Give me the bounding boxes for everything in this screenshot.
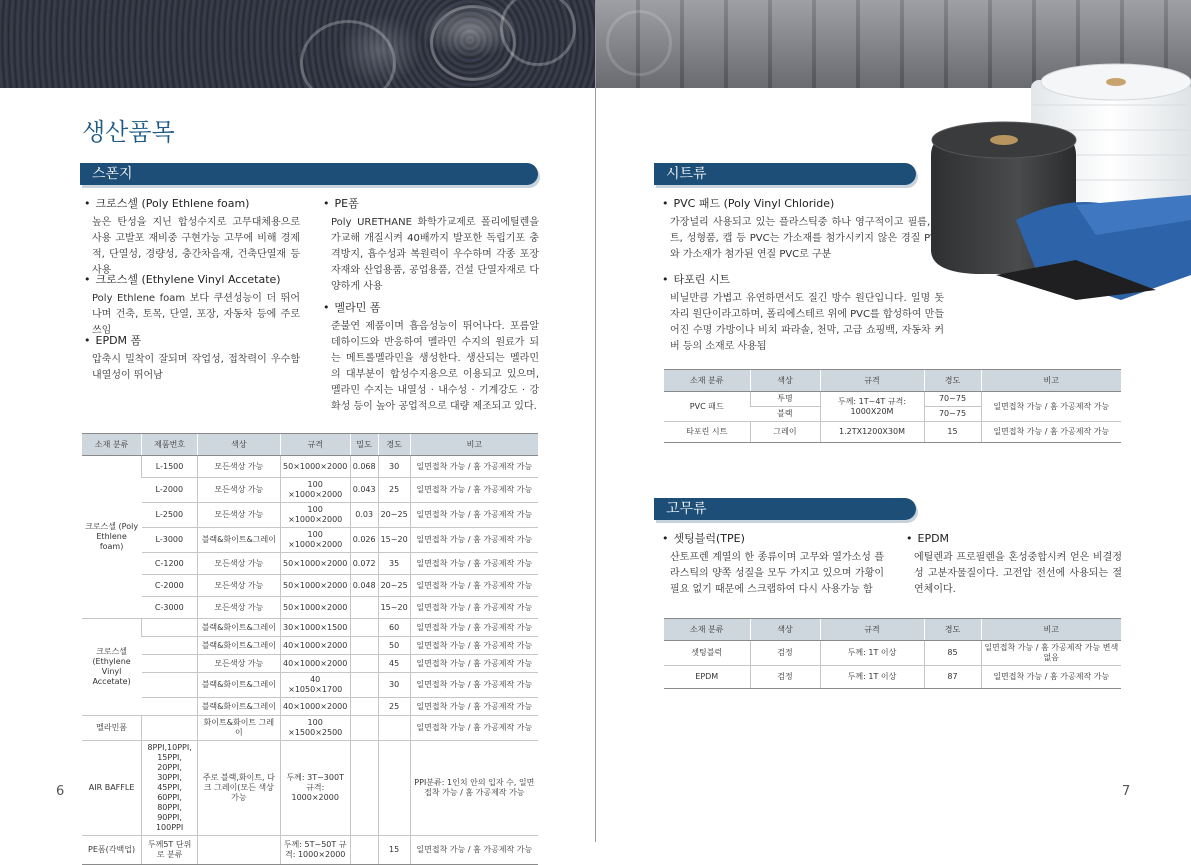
cell-spec: 두께: 5T~50T 규격: 1000×2000 (280, 836, 350, 865)
cell-category: PE폼(각백업) (82, 836, 142, 865)
table-row (82, 673, 538, 698)
item-heading: • 크로스셀 (Poly Ethlene foam) (84, 196, 300, 212)
cell-hardness: 87 (924, 666, 981, 689)
cell-spec: 50×1000×2000 (280, 456, 350, 478)
cell-density (350, 637, 378, 655)
cell-note: 일면접착 가능 / 홈 가공제작 가능 (410, 655, 538, 673)
cell-density: 0.068 (350, 456, 378, 478)
cell-color: 화이트&화이트 그레이 (198, 716, 281, 741)
table-row (82, 478, 538, 503)
cell-hardness (378, 716, 410, 741)
table-header-row (664, 619, 1121, 641)
cell-spec: 두께: 1T~4T 규격: 1000X20M (820, 392, 924, 422)
cell-hardness: 30 (378, 456, 410, 478)
item-pe-polyform (323, 196, 539, 295)
sponge-spec-table (82, 433, 538, 865)
item-body: Poly URETHANE 화학가교제로 폴리에틸렌을 가교해 개질시켜 40배까지 발포한 독립기포 충격방지, 흡수성과 복원력이 우수하며 각종 포장자재와 산업용품, 공업용품, 건설 단열자재로 다양하게 사용 (331, 217, 539, 292)
col-header: 경도 (924, 370, 981, 392)
table-row (82, 575, 538, 597)
cell-note: 일면접착 가능 / 홈 가공제작 가능 (410, 637, 538, 655)
right-page (596, 0, 1191, 842)
cell-hardness: 45 (378, 655, 410, 673)
cell-spec: 두께: 3T~300T 규격: 1000×2000 (280, 741, 350, 836)
table-header-row (664, 370, 1121, 392)
cell-product-no: L-2500 (142, 503, 198, 528)
table-row (82, 503, 538, 528)
cell-note: PPI분류: 1인치 안의 입자 수, 일면접착 가능 / 홈 가공제작 가능 (410, 741, 538, 836)
cell-spec: 50×1000×2000 (280, 597, 350, 619)
cell-spec: 100 ×1000×2000 (280, 528, 350, 553)
cell-hardness: 15 (378, 836, 410, 865)
cell-spec: 50×1000×2000 (280, 553, 350, 575)
cell-density: 0.043 (350, 478, 378, 503)
cell-color: 블랙&화이트&그레이 (198, 673, 281, 698)
cell-color: 모든색상 가능 (198, 575, 281, 597)
page-title: 생산품목 (82, 118, 175, 146)
cell-color: 모든색상 가능 (198, 478, 281, 503)
item-setting-block (662, 531, 884, 598)
cell-spec: 40×1000×2000 (280, 698, 350, 716)
item-heading: • 셋팅블럭(TPE) (662, 531, 884, 547)
cell-density (350, 655, 378, 673)
cell-spec: 두께: 1T 이상 (820, 641, 924, 666)
cell-hardness: 30 (378, 673, 410, 698)
item-body: 비닐만큼 가볍고 유연하면서도 질긴 방수 원단입니다. 일명 돗자리 원단이라고하며, 폴리에스테르 위에 PVC를 합성하여 만들어진 수명 가방이나 비치 파라솔, 천막, 고급 쇼핑백, 자동차 커버 등의 소재로 사용됨 (670, 293, 944, 352)
cell-hardness (378, 741, 410, 836)
cell-spec: 100 ×1500×2500 (280, 716, 350, 741)
cell-category: 타포린 시트 (664, 422, 750, 443)
cell-spec: 40×1000×2000 (280, 655, 350, 673)
col-header: 색상 (750, 619, 820, 641)
cell-note: 일면접착 가능 / 홈 가공제작 가능 (981, 666, 1121, 689)
col-header: 색상 (750, 370, 820, 392)
table-row (82, 655, 538, 673)
cell-product-no: L-3000 (142, 528, 198, 553)
item-body: Poly Ethlene foam 보다 쿠션성능이 더 뛰어나며 건축, 토목, 단열, 포장, 자동차 등에 주로 쓰임 (92, 293, 300, 336)
cell-note: 일면접착 가능 / 홈 가공제작 가능 (410, 836, 538, 865)
table-row (664, 641, 1121, 666)
section-title-sheet: 시트류 (654, 163, 916, 185)
col-header: 비고 (981, 370, 1121, 392)
cell-product-no: 두께5T 단위로 분류 (142, 836, 198, 865)
cell-hardness: 35 (378, 553, 410, 575)
cell-spec: 40×1000×2000 (280, 637, 350, 655)
item-tarpaulin-sheet (662, 272, 944, 355)
item-body: 산토프렌 계열의 한 종류이며 고무와 열가소성 플라스틱의 양쪽 성질을 모두 가지고 있으며 가황이 필요 없기 때문에 스크랩하여 다시 사용가능 함 (670, 552, 884, 595)
cell-color: 모든색상 가능 (198, 553, 281, 575)
cell-hardness: 70~75 (924, 407, 981, 422)
item-heading: • EPDM (906, 531, 1122, 547)
table-header-row (82, 434, 538, 456)
cell-note: 일면접착 가능 / 홈 가공제작 가능 변색 없음 (981, 641, 1121, 666)
cell-color: 블랙&화이트&그레이 (198, 698, 281, 716)
cell-spec: 1.2TX1200X30M (820, 422, 924, 443)
col-header: 제품번호 (142, 434, 198, 456)
page-number-right: 7 (1122, 784, 1131, 799)
cell-category: 크로스셀 (Poly Ethlene foam) (82, 456, 142, 619)
col-header: 규격 (820, 370, 924, 392)
cell-note: 일면접착 가능 / 홈 가공제작 가능 (410, 503, 538, 528)
cell-density: 0.048 (350, 575, 378, 597)
cell-color: 블랙&화이트&그레이 (198, 619, 281, 637)
sheet-spec-table (664, 369, 1121, 443)
col-header: 비고 (410, 434, 538, 456)
cell-hardness: 70~75 (924, 392, 981, 407)
item-melamine-foam (323, 300, 539, 415)
cell-note: 일면접착 가능 / 홈 가공제작 가능 (410, 575, 538, 597)
table-row (664, 666, 1121, 689)
cell-product-no: C-1200 (142, 553, 198, 575)
cell-note: 일면접착 가능 / 홈 가공제작 가능 (410, 619, 538, 637)
cell-category: AIR BAFFLE (82, 741, 142, 836)
cell-category: 크로스셀 (Ethylene Vinyl Accetate) (82, 619, 142, 716)
header-banner-photo (0, 0, 595, 88)
cell-color: 검정 (750, 641, 820, 666)
item-body: 에틸렌과 프로필렌을 혼성중합시켜 얻은 비결정성 고분자물질이다. 고전압 전선에 사용되는 절연체이다. (914, 552, 1122, 595)
cell-product-no (142, 619, 198, 637)
col-header: 규격 (280, 434, 350, 456)
rubber-spec-table (664, 618, 1121, 689)
col-header: 색상 (198, 434, 281, 456)
cell-product-no: L-2000 (142, 478, 198, 503)
table-row (82, 698, 538, 716)
cell-product-no (142, 698, 198, 716)
cell-product-no: C-2000 (142, 575, 198, 597)
col-header: 소재 분류 (82, 434, 142, 456)
cell-product-no (142, 716, 198, 741)
item-heading: • 크로스셀 (Ethylene Vinyl Accetate) (84, 272, 300, 288)
cell-density (350, 619, 378, 637)
item-body: 가장널리 사용되고 있는 플라스틱중 하나 영구적이고 필름, 시트, 성형품, 캡 등 PVC는 가소재를 첨가시키지 않은 경질 PVC와 가소재가 첨가된 연질 PVC로 구분 (670, 217, 944, 260)
cell-note: 일면접착 가능 / 홈 가공제작 가능 (410, 673, 538, 698)
col-header: 비고 (981, 619, 1121, 641)
cell-note: 일면접착 가능 / 홈 가공제작 가능 (410, 528, 538, 553)
cell-hardness: 60 (378, 619, 410, 637)
cell-density (350, 716, 378, 741)
table-row (82, 456, 538, 478)
item-body: 준불연 제품이며 흡음성능이 뛰어나다. 포름알데하이드와 반응하여 멜라민 수지의 원료가 되는 메트롤멜라민을 생성한다. 생산되는 멜라민의 대부분이 합성수지용으로 이용되고 있으며, 멜라민 수지는 내열성 · 내수성 · 기계강도 · 강화성 등이 높아 공업적으로 대량 제조되고 있다. (331, 321, 539, 412)
table-row (82, 836, 538, 865)
product-rolls-photo (926, 60, 1191, 300)
cell-category: 멜라민폼 (82, 716, 142, 741)
cell-category: EPDM (664, 666, 750, 689)
cell-density (350, 673, 378, 698)
cell-spec: 40 ×1050×1700 (280, 673, 350, 698)
item-body: 높은 탄성을 지닌 합성수지로 고무대체용으로 사용 고발포 재비중 구현가능 고무에 비해 경제적, 단열성, 경량성, 충간차음재, 건축단열재 등 사용 (92, 217, 300, 276)
cell-density (350, 836, 378, 865)
col-header: 규격 (820, 619, 924, 641)
cell-color: 주로 블랙,화이트, 다크 그레이(모든 색상 가능 (198, 741, 281, 836)
cell-note: 일면접착 가능 / 홈 가공제작 가능 (981, 422, 1121, 443)
cell-spec: 100 ×1000×2000 (280, 503, 350, 528)
cell-spec: 두께: 1T 이상 (820, 666, 924, 689)
cell-hardness: 25 (378, 698, 410, 716)
cell-hardness: 15 (924, 422, 981, 443)
cell-note: 일면접착 가능 / 홈 가공제작 가능 (410, 478, 538, 503)
cell-density: 0.072 (350, 553, 378, 575)
cell-color: 블랙 (750, 407, 820, 422)
cell-hardness: 50 (378, 637, 410, 655)
item-epdm-foam (84, 333, 300, 384)
cell-spec: 100 ×1000×2000 (280, 478, 350, 503)
table-row (82, 716, 538, 741)
cell-density (350, 698, 378, 716)
cell-spec: 50×1000×2000 (280, 575, 350, 597)
cell-product-no: C-3000 (142, 597, 198, 619)
item-pe-foam (84, 196, 300, 279)
item-epdm (906, 531, 1122, 598)
col-header: 경도 (378, 434, 410, 456)
sponge-table-body (82, 456, 538, 865)
cell-hardness: 20~25 (378, 503, 410, 528)
section-title-sponge: 스폰지 (80, 163, 538, 185)
cell-category: PVC 패드 (664, 392, 750, 422)
cell-color: 블랙&화이트&그레이 (198, 528, 281, 553)
cell-note: 일면접착 가능 / 홈 가공제작 가능 (410, 456, 538, 478)
cell-density: 0.03 (350, 503, 378, 528)
col-header: 경도 (924, 619, 981, 641)
col-header: 소재 분류 (664, 370, 750, 392)
item-heading: • EPDM 폼 (84, 333, 300, 349)
cell-product-no (142, 637, 198, 655)
section-title-rubber: 고무류 (654, 498, 916, 520)
cell-color: 모든색상 가능 (198, 655, 281, 673)
cell-density (350, 741, 378, 836)
cell-density: 0.026 (350, 528, 378, 553)
cell-product-no: L-1500 (142, 456, 198, 478)
cell-note: 일면접착 가능 / 홈 가공제작 가능 (410, 553, 538, 575)
cell-hardness: 25 (378, 478, 410, 503)
table-row (82, 553, 538, 575)
cell-color: 투명 (750, 392, 820, 407)
cell-hardness: 15~20 (378, 528, 410, 553)
cell-hardness: 15~20 (378, 597, 410, 619)
item-body: 압축시 밀착이 잘되며 작업성, 접착력이 우수함 내열성이 뛰어남 (92, 354, 300, 381)
item-heading: • PVC 패드 (Poly Vinyl Chloride) (662, 196, 944, 212)
table-row (82, 528, 538, 553)
item-eva-foam (84, 272, 300, 339)
table-row (664, 422, 1121, 443)
cell-color: 모든색상 가능 (198, 503, 281, 528)
cell-color: 블랙&화이트&그레이 (198, 637, 281, 655)
table-row (82, 597, 538, 619)
cell-color: 모든색상 가능 (198, 597, 281, 619)
col-header: 밀도 (350, 434, 378, 456)
cell-category: 셋팅블럭 (664, 641, 750, 666)
cell-spec: 30×1000×1500 (280, 619, 350, 637)
cell-color: 그레이 (750, 422, 820, 443)
col-header: 소재 분류 (664, 619, 750, 641)
table-row (82, 741, 538, 836)
left-page (0, 0, 595, 859)
cell-density (350, 597, 378, 619)
cell-hardness: 85 (924, 641, 981, 666)
cell-product-no (142, 655, 198, 673)
cell-note: 일면접착 가능 / 홈 가공제작 가능 (410, 698, 538, 716)
cell-product-no (142, 673, 198, 698)
item-pvc-pad (662, 196, 944, 263)
cell-color (198, 836, 281, 865)
item-heading: • 멜라민 폼 (323, 300, 539, 316)
cell-color: 모든색상 가능 (198, 456, 281, 478)
item-heading: • 타포린 시트 (662, 272, 944, 288)
item-heading: • PE폼 (323, 196, 539, 212)
table-row (82, 637, 538, 655)
cell-note: 일면접착 가능 / 홈 가공제작 가능 (981, 392, 1121, 422)
table-row (664, 392, 1121, 407)
cell-hardness: 20~25 (378, 575, 410, 597)
cell-note: 일면접착 가능 / 홈 가공제작 가능 (410, 716, 538, 741)
table-row (82, 619, 538, 637)
page-number-left: 6 (56, 784, 65, 799)
cell-product-no: 8PPI,10PPI, 15PPI, 20PPI, 30PPI, 45PPI, 60PPI, 80PPI, 90PPI, 100PPI (142, 741, 198, 836)
cell-color: 검정 (750, 666, 820, 689)
cell-note: 일면접착 가능 / 홈 가공제작 가능 (410, 597, 538, 619)
